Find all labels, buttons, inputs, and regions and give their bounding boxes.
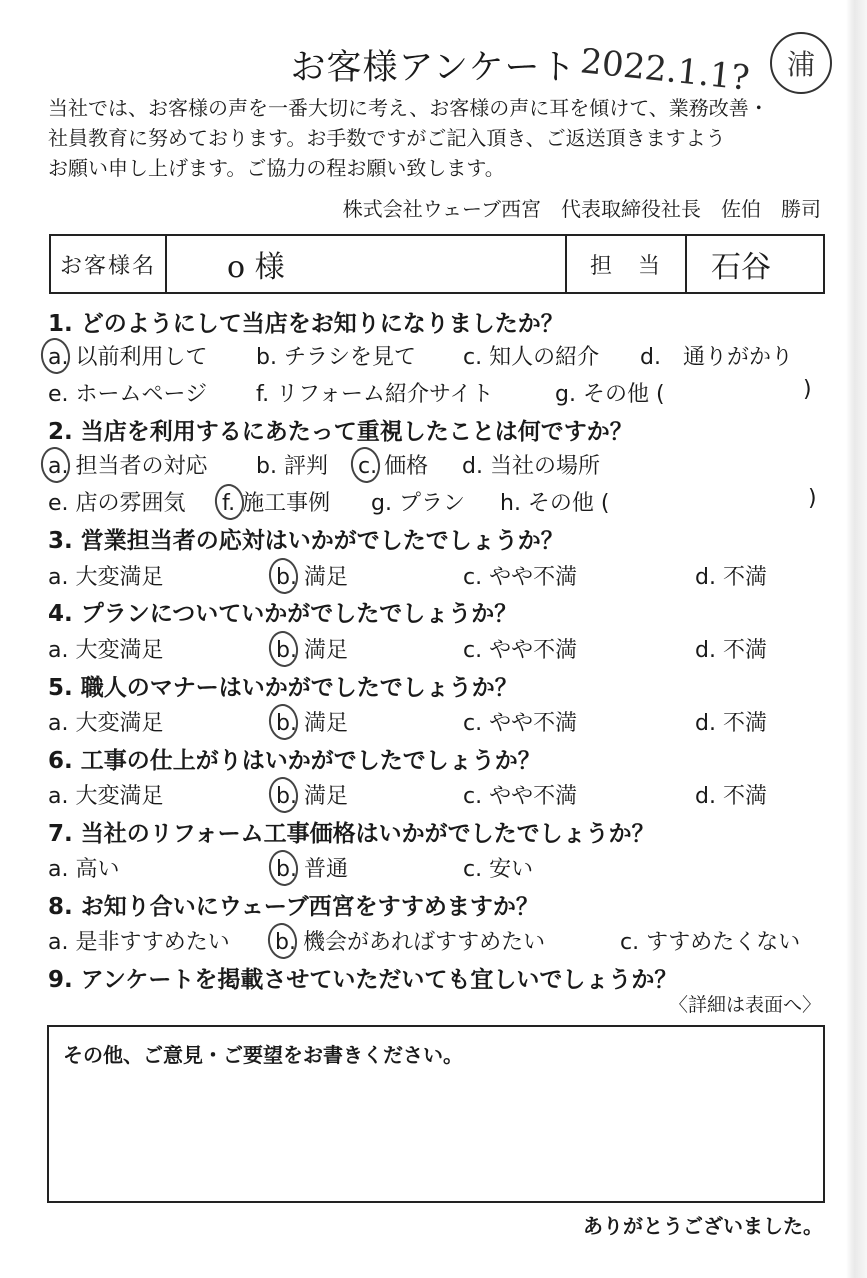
comment-label: その他、ご意見・ご要望をお書きください。: [63, 1043, 463, 1067]
question-2: 2. 当店を利用するにあたって重視したことは何ですか？: [48, 419, 633, 445]
comment-box[interactable]: [47, 1025, 825, 1203]
q1-option-b[interactable]: b. チラシを見て: [256, 345, 416, 370]
staff-label: 担 当: [566, 235, 686, 293]
q4-option-a[interactable]: a. 大変満足: [48, 638, 164, 663]
question-7: 7. 当社のリフォーム工事価格はいかがでしたでしょうか？: [48, 821, 655, 847]
q2-option-a[interactable]: a. 担当者の対応: [48, 454, 208, 479]
q2-option-c[interactable]: c. 価格: [358, 454, 429, 479]
q5-option-a[interactable]: a. 大変満足: [48, 711, 164, 736]
q6-option-d[interactable]: d. 不満: [695, 784, 767, 809]
closing-thanks: ありがとうございました。: [583, 1214, 823, 1238]
q3-option-c[interactable]: c. やや不満: [463, 565, 578, 590]
paper-edge: [846, 0, 867, 1278]
q6-option-a[interactable]: a. 大変満足: [48, 784, 164, 809]
q2-option-e[interactable]: e. 店の雰囲気: [48, 491, 186, 516]
survey-title: お客様アンケート: [290, 48, 577, 88]
q1-option-g-close: ): [803, 377, 812, 402]
staff-value: 石谷: [711, 250, 771, 285]
q6-option-b[interactable]: b. 満足: [276, 784, 348, 809]
q8-option-c[interactable]: c. すすめたくない: [620, 930, 801, 955]
q2-option-g[interactable]: g. プラン: [371, 491, 465, 516]
q8-option-b[interactable]: b. 機会があればすすめたい: [275, 930, 546, 955]
customer-name-field[interactable]: [166, 235, 566, 293]
q1-option-d[interactable]: d. 通りがかり: [640, 345, 793, 370]
question-4: 4. プランについていかがでしたでしょうか？: [48, 601, 518, 627]
question-6: 6. 工事の仕上がりはいかがでしたでしょうか？: [48, 748, 541, 774]
intro-line: 当社では、お客様の声を一番大切に考え、お客様の声に耳を傾けて、業務改善・: [48, 96, 769, 120]
q1-option-a[interactable]: a. 以前利用して: [48, 345, 208, 370]
q3-option-d[interactable]: d. 不満: [695, 565, 767, 590]
question-5: 5. 職人のマナーはいかがでしたでしょうか？: [48, 675, 518, 701]
q5-option-d[interactable]: d. 不満: [695, 711, 767, 736]
q1-option-g[interactable]: g. その他 (: [555, 382, 665, 407]
q1-option-f[interactable]: f. リフォーム紹介サイト: [256, 382, 494, 407]
q3-option-a[interactable]: a. 大変満足: [48, 565, 164, 590]
seal-stamp: 浦: [770, 32, 832, 94]
detail-note: 〈詳細は表面へ〉: [668, 994, 821, 1016]
customer-header-table: [49, 234, 825, 294]
intro-line: お願い申し上げます。ご協力の程お願い致します。: [48, 156, 505, 180]
question-1: 1. どのようにして当店をお知りになりましたか？: [48, 311, 564, 337]
q7-option-c[interactable]: c. 安い: [463, 857, 534, 882]
intro-line: 社員教育に努めております。お手数ですがご記入頂き、ご返送頂きますよう: [48, 126, 726, 150]
q2-option-b[interactable]: b. 評判: [256, 454, 328, 479]
handwritten-date: 2022.1.1?: [578, 41, 752, 99]
q8-option-a[interactable]: a. 是非すすめたい: [48, 930, 230, 955]
q6-option-c[interactable]: c. やや不満: [463, 784, 578, 809]
q3-option-b[interactable]: b. 満足: [276, 565, 348, 590]
q4-option-c[interactable]: c. やや不満: [463, 638, 578, 663]
question-3: 3. 営業担当者の応対はいかがでしたでしょうか？: [48, 528, 564, 554]
q2-option-d[interactable]: d. 当社の場所: [462, 454, 600, 479]
q7-option-b[interactable]: b. 普通: [276, 857, 348, 882]
q7-option-a[interactable]: a. 高い: [48, 857, 120, 882]
question-8: 8. お知り合いにウェーブ西宮をすすめますか？: [48, 894, 539, 920]
staff-field[interactable]: [686, 235, 824, 293]
q2-option-h[interactable]: h. その他 (: [500, 491, 610, 516]
company-signature: 株式会社ウェーブ西宮 代表取締役社長 佐伯 勝司: [342, 197, 821, 221]
question-9: 9. アンケートを掲載させていただいても宜しいでしょうか？: [48, 967, 678, 993]
q5-option-b[interactable]: b. 満足: [276, 711, 348, 736]
q4-option-d[interactable]: d. 不満: [695, 638, 767, 663]
q1-option-c[interactable]: c. 知人の紹介: [463, 345, 600, 370]
q4-option-b[interactable]: b. 満足: [276, 638, 348, 663]
q2-option-f[interactable]: f. 施工事例: [222, 491, 331, 516]
q1-option-e[interactable]: e. ホームページ: [48, 382, 208, 407]
customer-name-value: o 様: [227, 250, 285, 285]
customer-name-label: お客様名: [50, 235, 166, 293]
q2-option-h-close: ): [808, 486, 817, 511]
q5-option-c[interactable]: c. やや不満: [463, 711, 578, 736]
